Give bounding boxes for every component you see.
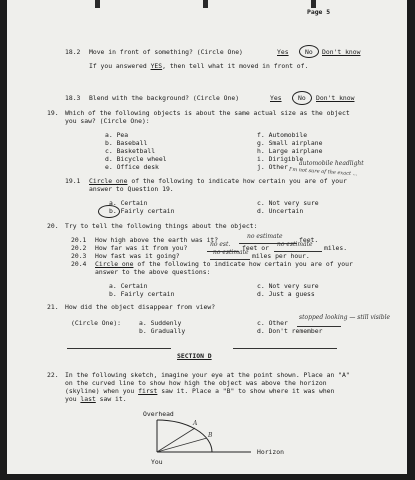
q18-3-number: 18.3 [65, 94, 81, 102]
q20-1-handwriting: no estimate [247, 233, 283, 240]
q18-3-text: Blend with the background? (Circle One) [89, 94, 240, 102]
q19-handwritten-note: I'm not sure of the exact ... [288, 166, 358, 178]
q19-number: 19. [47, 109, 59, 117]
q20-1-number: 20.1 [71, 236, 87, 244]
q20-2-handwriting-2: no estimate [277, 241, 313, 248]
q20-3-text: How fast was it going? [95, 252, 180, 260]
q20-2-mid: feet or [242, 244, 269, 252]
q20-4-option-b[interactable]: b. Fairly certain [109, 290, 175, 298]
q20-3-unit: miles per hour. [252, 252, 310, 260]
q18-2-number: 18.2 [65, 48, 81, 56]
q20-1-text: How high above the earth was it? [95, 236, 219, 244]
q19-option-h[interactable]: h. Large airplane [257, 147, 323, 155]
section-title: SECTION D [177, 352, 212, 360]
q19-handwritten-answer: automobile headlight [299, 160, 364, 167]
q19-option-e[interactable]: e. Office desk [105, 163, 159, 171]
q21-option-b[interactable]: b. Gradually [139, 327, 186, 335]
q20-3-handwriting: no estimate [213, 249, 249, 256]
q21-option-a[interactable]: a. Suddenly [139, 319, 182, 327]
q20-4-option-d[interactable]: d. Just a guess [257, 290, 315, 298]
q18-3-yes[interactable]: Yes [270, 94, 282, 102]
q21-option-c[interactable]: c. Other [257, 319, 288, 327]
q20-4-line1: Circle one of the following to indicate how certain you are of your [95, 260, 353, 268]
q20-4-line2: answer to the above questions: [95, 268, 211, 276]
q18-2-dont-know[interactable]: Don't know [322, 48, 361, 56]
q18-2-no[interactable]: No [305, 48, 313, 56]
sight-line-b [157, 438, 207, 452]
q19-1-number: 19.1 [65, 177, 81, 185]
q20-2-number: 20.2 [71, 244, 87, 252]
q18-2-text: Move in front of something? (Circle One) [89, 48, 243, 56]
q22-line2: on the curved line to show how high the object was above the horizon [65, 379, 327, 387]
q18-2-yes[interactable]: Yes [277, 48, 289, 56]
q19-1-option-a[interactable]: a. Certain [109, 199, 148, 207]
q21-text: How did the object disappear from view? [65, 303, 216, 311]
q19-1-option-c[interactable]: c. Not very sure [257, 199, 319, 207]
you-label: You [151, 458, 163, 466]
q19-option-g[interactable]: g. Small airplane [257, 139, 323, 147]
page-number: Page 5 [307, 8, 331, 16]
q19-option-b[interactable]: b. Baseball [105, 139, 148, 147]
q19-1-line1: Circle one of the following to indicate how certain you are of your [89, 177, 347, 185]
q22-number: 22. [47, 371, 59, 379]
q22-line4: you last saw it. [65, 395, 127, 403]
horizon-label: Horizon [257, 448, 284, 456]
q22-line1: In the following sketch, imagine your eye at the point shown. Place an "A" [65, 371, 350, 379]
q20-2-handwriting: no est. [210, 241, 231, 248]
mark-a: A [193, 420, 198, 427]
q19-option-d[interactable]: d. Bicycle wheel [105, 155, 167, 163]
q19-1-option-d[interactable]: d. Uncertain [257, 207, 304, 215]
q18-3-dont-know[interactable]: Don't know [316, 94, 355, 102]
q22-line3: (skyline) when you first saw it. Place a "B" to show where it was when [65, 387, 335, 395]
q21-option-d[interactable]: d. Don't remember [257, 327, 323, 335]
sight-line-a [157, 428, 195, 452]
questionnaire-page [7, 0, 407, 474]
q20-number: 20. [47, 222, 59, 230]
q20-3-number: 20.3 [71, 252, 87, 260]
q19-option-a[interactable]: a. Pea [105, 131, 129, 139]
q18-2-followup: If you answered YES, then tell what it moved in front of. [89, 62, 309, 70]
q19-line2: you saw? (Circle One): [65, 117, 150, 125]
mark-b: B [208, 432, 213, 439]
q20-4-number: 20.4 [71, 260, 87, 268]
q19-1-line2: answer to Question 19. [89, 185, 174, 193]
q19-option-f[interactable]: f. Automobile [257, 131, 308, 139]
q19-1-option-b[interactable]: b. Fairly certain [109, 207, 175, 215]
q19-option-c[interactable]: c. Basketball [105, 147, 156, 155]
q19-option-i[interactable]: i. Dirigible [257, 155, 304, 163]
q20-2-unit: miles. [324, 244, 348, 252]
overhead-label: Overhead [143, 410, 174, 418]
q19-line1: Which of the following objects is about the same actual size as the object [65, 109, 350, 117]
q20-4-option-c[interactable]: c. Not very sure [257, 282, 319, 290]
q21-circle-instruction: (Circle One): [71, 319, 122, 327]
q21-handwriting: stopped looking — still visible [299, 314, 391, 321]
q18-3-no[interactable]: No [298, 94, 306, 102]
q20-text: Try to tell the following things about the object: [65, 222, 258, 230]
q20-4-option-a[interactable]: a. Certain [109, 282, 148, 290]
q21-number: 21. [47, 303, 59, 311]
q20-1-unit: feet. [299, 236, 319, 244]
horizon-sketch[interactable] [7, 0, 407, 474]
q19-option-j[interactable]: j. Other [257, 163, 288, 171]
q20-2-text: How far was it from you? [95, 244, 188, 252]
